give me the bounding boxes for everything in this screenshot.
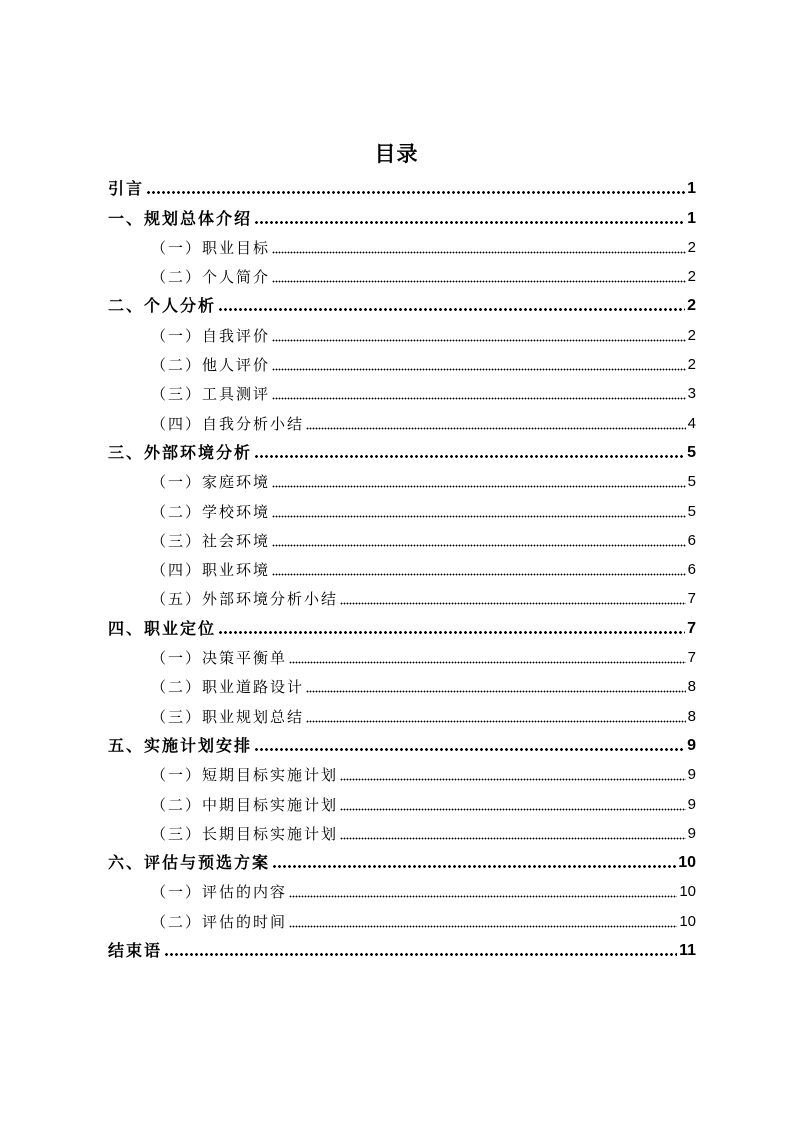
toc-entry-section[interactable] — [108, 903, 696, 932]
toc-entry-section[interactable] — [108, 464, 696, 493]
toc-dot-leader — [306, 426, 686, 430]
toc-entry-label: （一）短期目标实施计划 — [151, 766, 339, 785]
toc-entry-page-number: 8 — [687, 678, 696, 696]
toc-entry-section[interactable] — [108, 757, 696, 786]
toc-entry-page-number: 7 — [687, 619, 696, 637]
toc-entry-label: 一、规划总体介绍 — [108, 208, 253, 228]
toc-entry-label: （三）工具测评 — [151, 385, 271, 404]
toc-dot-leader — [272, 864, 676, 869]
toc-dot-leader — [340, 836, 686, 840]
toc-entry-chapter[interactable] — [108, 728, 696, 757]
toc-entry-page-number: 2 — [687, 297, 696, 315]
toc-entry-page-number: 3 — [687, 385, 696, 403]
toc-entry-page-number: 4 — [687, 414, 696, 432]
toc-dot-leader — [306, 689, 686, 693]
toc-dot-leader — [289, 924, 677, 928]
toc-entry-page-number: 9 — [687, 824, 696, 842]
toc-entry-chapter[interactable] — [108, 933, 696, 962]
toc-entry-label: （三）职业规划总结 — [151, 707, 305, 726]
toc-entry-label: （四）自我分析小结 — [151, 414, 305, 433]
toc-entry-page-number: 6 — [687, 531, 696, 549]
toc-dot-leader — [340, 777, 686, 781]
toc-dot-leader — [218, 307, 685, 312]
toc-entry-label: （三）长期目标实施计划 — [151, 824, 339, 843]
toc-entry-label: 三、外部环境分析 — [108, 442, 253, 462]
toc-entry-page-number: 8 — [687, 707, 696, 725]
toc-entry-page-number: 2 — [687, 268, 696, 286]
toc-entry-section[interactable] — [108, 347, 696, 376]
toc-entry-chapter[interactable] — [108, 288, 696, 317]
toc-entry-section[interactable] — [108, 259, 696, 288]
toc-dot-leader — [254, 220, 685, 225]
toc-entry-label: （四）职业环境 — [151, 561, 271, 580]
toc-entry-chapter[interactable] — [108, 610, 696, 639]
toc-entry-label: （二）学校环境 — [151, 502, 271, 521]
toc-dot-leader — [146, 190, 685, 195]
toc-entry-page-number: 9 — [687, 736, 696, 754]
toc-entry-label: （二）职业道路设计 — [151, 678, 305, 697]
toc-entry-label: 五、实施计划安排 — [108, 735, 253, 755]
toc-entry-section[interactable] — [108, 230, 696, 259]
toc-entry-label: 二、个人分析 — [108, 296, 217, 316]
toc-entry-label: （一）家庭环境 — [151, 473, 271, 492]
toc-entry-page-number: 5 — [687, 443, 696, 461]
toc-dot-leader — [272, 543, 686, 547]
toc-dot-leader — [289, 660, 686, 664]
toc-entry-page-number: 7 — [687, 649, 696, 667]
toc-entry-page-number: 9 — [687, 766, 696, 784]
toc-dot-leader — [254, 747, 685, 752]
toc-dot-leader — [340, 807, 686, 811]
toc-entry-page-number: 5 — [687, 473, 696, 491]
toc-entry-section[interactable] — [108, 640, 696, 669]
toc-entry-section[interactable] — [108, 816, 696, 845]
toc-entry-section[interactable] — [108, 552, 696, 581]
toc-title: 目录 — [374, 142, 419, 166]
toc-entry-page-number: 1 — [687, 180, 696, 198]
toc-entry-label: （二）个人简介 — [151, 268, 271, 287]
toc-dot-leader — [272, 572, 686, 576]
toc-dot-leader — [272, 484, 686, 488]
toc-entry-page-number: 10 — [678, 854, 696, 872]
toc-dot-leader — [272, 250, 686, 254]
toc-entry-label: （一）职业目标 — [151, 238, 271, 257]
toc-entry-section[interactable] — [108, 581, 696, 610]
toc-entry-chapter[interactable] — [108, 200, 696, 229]
toc-entry-label: 四、职业定位 — [108, 618, 217, 638]
toc-entry-section[interactable] — [108, 317, 696, 346]
toc-entry-section[interactable] — [108, 669, 696, 698]
toc-dot-leader — [254, 454, 685, 459]
toc-entry-chapter[interactable] — [108, 845, 696, 874]
toc-dot-leader — [218, 630, 685, 635]
toc-dot-leader — [272, 396, 686, 400]
toc-entry-page-number: 7 — [687, 590, 696, 608]
toc-dot-leader — [272, 514, 686, 518]
toc-entry-label: （二）他人评价 — [151, 356, 271, 375]
toc-entry-label: （五）外部环境分析小结 — [151, 590, 339, 609]
toc-entry-label: （三）社会环境 — [151, 531, 271, 550]
toc-dot-leader — [272, 367, 686, 371]
toc-entry-section[interactable] — [108, 493, 696, 522]
toc-entry-label: 结束语 — [108, 941, 163, 961]
toc-entry-section[interactable] — [108, 874, 696, 903]
toc-entry-label: （一）评估的内容 — [151, 883, 288, 902]
toc-entry-section[interactable] — [108, 786, 696, 815]
toc-list — [108, 171, 696, 962]
toc-entry-section[interactable] — [108, 405, 696, 434]
toc-entry-label: （一）自我评价 — [151, 326, 271, 345]
toc-entry-page-number: 9 — [687, 795, 696, 813]
toc-entry-label: （二）中期目标实施计划 — [151, 795, 339, 814]
toc-entry-page-number: 2 — [687, 356, 696, 374]
toc-dot-leader — [340, 601, 686, 605]
toc-entry-chapter[interactable] — [108, 435, 696, 464]
toc-dot-leader — [306, 719, 686, 723]
toc-dot-leader — [164, 952, 677, 957]
toc-entry-page-number: 2 — [687, 326, 696, 344]
toc-entry-page-number: 2 — [687, 238, 696, 256]
toc-entry-page-number: 10 — [679, 912, 696, 930]
toc-entry-label: 引言 — [108, 179, 145, 199]
toc-entry-label: 六、评估与预选方案 — [108, 853, 271, 873]
toc-dot-leader — [272, 338, 686, 342]
toc-entry-section[interactable] — [108, 698, 696, 727]
toc-entry-section[interactable] — [108, 376, 696, 405]
toc-entry-label: （二）评估的时间 — [151, 912, 288, 931]
toc-entry-page-number: 5 — [687, 502, 696, 520]
toc-entry-chapter[interactable] — [108, 171, 696, 200]
toc-entry-page-number: 11 — [679, 942, 696, 960]
toc-entry-page-number: 1 — [687, 209, 696, 227]
toc-entry-page-number: 10 — [679, 883, 696, 901]
toc-entry-section[interactable] — [108, 523, 696, 552]
toc-dot-leader — [289, 894, 677, 898]
toc-entry-label: （一）决策平衡单 — [151, 649, 288, 668]
toc-dot-leader — [272, 279, 686, 283]
toc-entry-page-number: 6 — [687, 561, 696, 579]
